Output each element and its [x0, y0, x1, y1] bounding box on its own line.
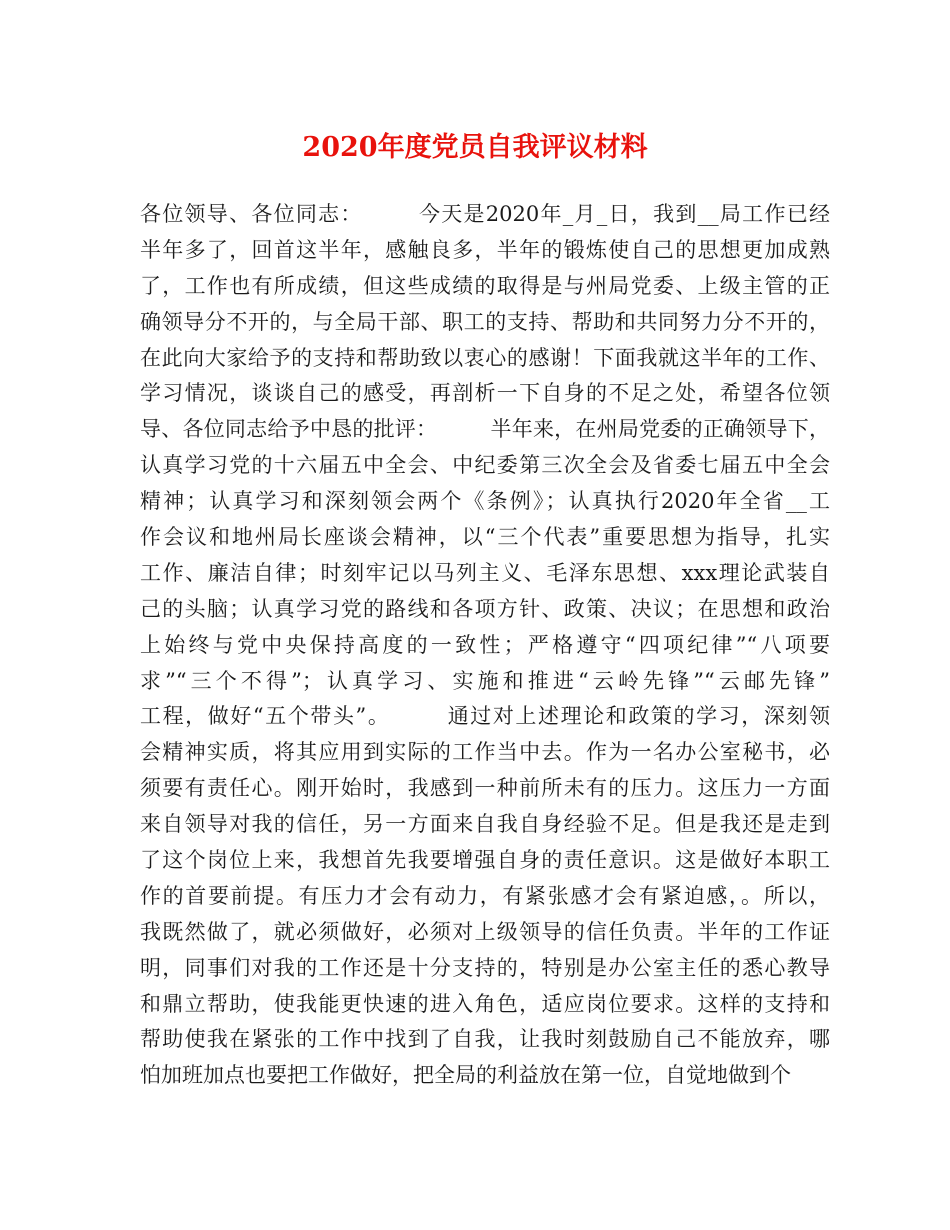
body-line: 半年多了，回首这半年，感触良多，半年的锻炼使自己的思想更加成熟 [140, 237, 830, 262]
body-line: 帮助使我在紧张的工作中找到了自我，让我时刻鼓励自己不能放弃，哪 [140, 1027, 830, 1052]
body-line: 工程，做好“五个带头”。 通过对上述理论和政策的学习，深刻领 [140, 704, 830, 729]
body-line: 上始终与党中央保持高度的一致性；严格遵守“四项纪律”“八项要 [140, 632, 830, 657]
body-line: 确领导分不开的，与全局干部、职工的支持、帮助和共同努力分不开的， [140, 309, 830, 334]
body-line: 工作、廉洁自律；时刻牢记以马列主义、毛泽东思想、xxx理论武装自 [140, 560, 830, 585]
body-line: 作会议和地州局长座谈会精神，以“三个代表”重要思想为指导，扎实 [140, 525, 830, 550]
body-line: 精神；认真学习和深刻领会两个《条例》；认真执行2020年全省__工 [140, 489, 830, 514]
body-line: 己的头脑；认真学习党的路线和各项方针、政策、决议；在思想和政治 [140, 596, 830, 621]
body-line: 认真学习党的十六届五中全会、中纪委第三次全会及省委七届五中全会 [140, 453, 830, 478]
body-line: 了，工作也有所成绩，但这些成绩的取得是与州局党委、上级主管的正 [140, 273, 830, 298]
document-title: 2020年度党员自我评议材料 [302, 132, 648, 163]
body-line: 作的首要前提。有压力才会有动力，有紧张感才会有紧迫感，。所以， [140, 883, 830, 908]
body-line: 来自领导对我的信任，另一方面来自我自身经验不足。但是我还是走到 [140, 812, 830, 837]
body-line: 和鼎立帮助，使我能更快速的进入角色，适应岗位要求。这样的支持和 [140, 991, 830, 1016]
body-line: 会精神实质，将其应用到实际的工作当中去。作为一名办公室秘书，必 [140, 740, 830, 765]
body-line: 我既然做了，就必须做好，必须对上级领导的信任负责。半年的工作证 [140, 919, 830, 944]
document-body [140, 197, 830, 1094]
body-line: 导、各位同志给予中恳的批评： 半年来，在州局党委的正确领导下， [140, 417, 830, 442]
body-line: 须要有责任心。刚开始时，我感到一种前所未有的压力。这压力一方面 [140, 776, 830, 801]
body-line: 求”“三个不得”；认真学习、实施和推进“云岭先锋”“云邮先锋” [140, 668, 830, 693]
body-line: 学习情况，谈谈自己的感受，再剖析一下自身的不足之处，希望各位领 [140, 381, 830, 406]
body-line: 怕加班加点也要把工作做好，把全局的利益放在第一位，自觉地做到个 [140, 1063, 791, 1088]
body-line: 了这个岗位上来，我想首先我要增强自身的责任意识。这是做好本职工 [140, 848, 830, 873]
body-line: 各位领导、各位同志： 今天是2020年_月_日，我到__局工作已经 [140, 202, 830, 226]
body-line: 明，同事们对我的工作还是十分支持的，特别是办公室主任的悉心教导 [140, 955, 830, 980]
body-line: 在此向大家给予的支持和帮助致以衷心的感谢！下面我就这半年的工作、 [140, 345, 830, 370]
